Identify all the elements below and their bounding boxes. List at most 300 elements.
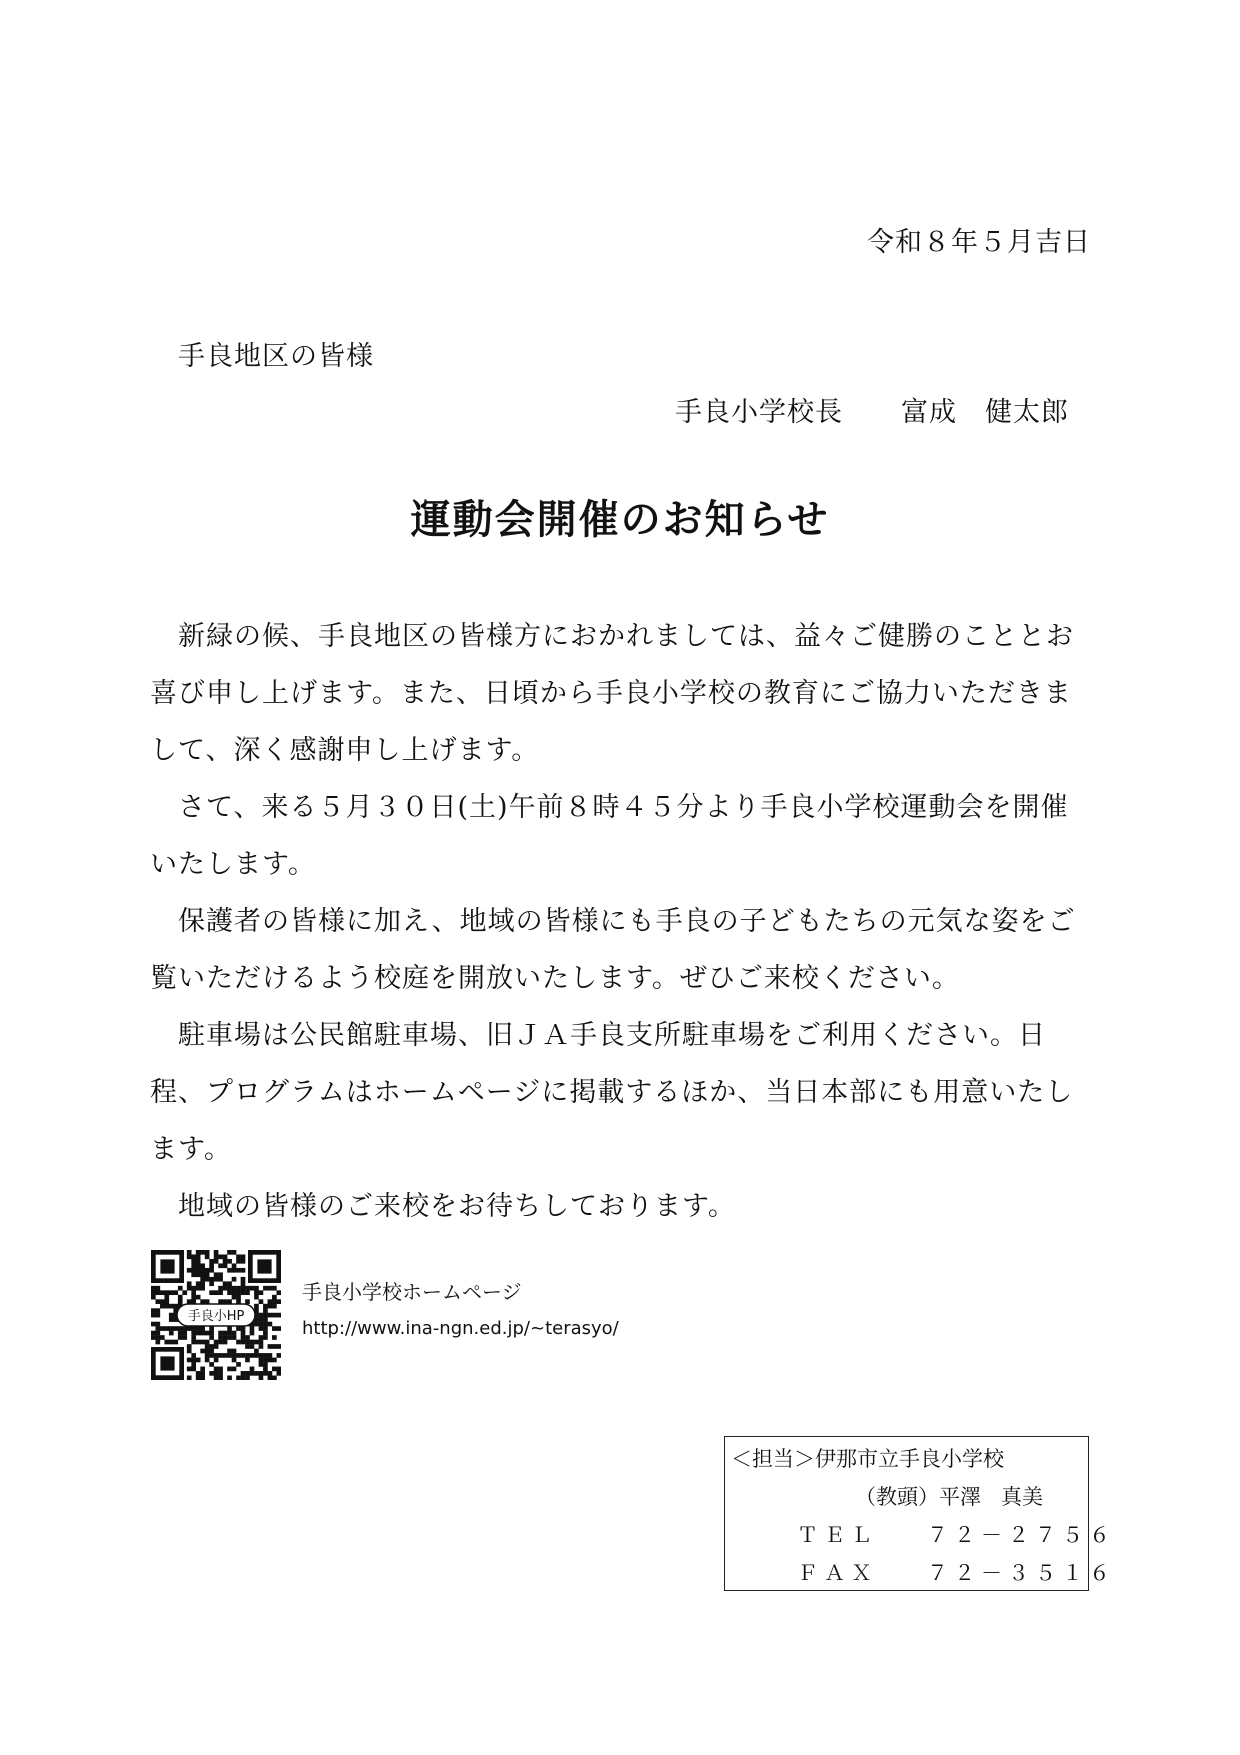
- qr-module: [259, 1353, 264, 1358]
- qr-module: [209, 1281, 214, 1286]
- qr-module: [259, 1358, 264, 1363]
- qr-module: [187, 1344, 192, 1349]
- qr-module: [245, 1299, 250, 1304]
- qr-module: [272, 1344, 277, 1349]
- qr-module: [241, 1353, 246, 1358]
- sender-title: 手良小学校長: [675, 397, 843, 428]
- qr-module: [205, 1250, 210, 1255]
- qr-module: [254, 1353, 259, 1358]
- qr-module: [155, 1340, 160, 1345]
- qr-module: [245, 1376, 250, 1380]
- qr-module: [223, 1353, 228, 1358]
- qr-module: [155, 1308, 160, 1313]
- qr-module: [191, 1272, 196, 1277]
- qr-module: [178, 1295, 183, 1300]
- sender-family-name: 富成: [901, 397, 957, 428]
- qr-module: [227, 1268, 232, 1273]
- qr-module: [200, 1326, 205, 1331]
- qr-module: [232, 1277, 237, 1282]
- qr-module: [182, 1290, 187, 1295]
- qr-module: [227, 1286, 232, 1291]
- qr-module: [209, 1268, 214, 1273]
- qr-module: [155, 1286, 160, 1291]
- tel-label: ＴＥＬ: [797, 1523, 878, 1547]
- qr-module: [164, 1290, 169, 1295]
- qr-module: [250, 1353, 255, 1358]
- qr-module: [164, 1304, 169, 1309]
- qr-module: [191, 1362, 196, 1367]
- body-paragraph: 保護者の皆様に加え、地域の皆様にも手良の子どもたちの元気な姿をご覧いただけるよう校庭を開放いたします。ぜひご来校ください。: [150, 906, 1076, 994]
- qr-module: [164, 1326, 169, 1331]
- qr-module: [263, 1308, 268, 1313]
- qr-module: [209, 1349, 214, 1354]
- qr-module: [209, 1362, 214, 1367]
- qr-module: [169, 1290, 174, 1295]
- qr-module: [196, 1263, 201, 1268]
- qr-module: [232, 1367, 237, 1372]
- qr-module: [218, 1277, 223, 1282]
- qr-module: [227, 1281, 232, 1286]
- qr-module: [214, 1371, 219, 1376]
- qr-module: [187, 1367, 192, 1372]
- qr-module: [151, 1286, 156, 1291]
- qr-module: [245, 1358, 250, 1363]
- qr-module: [205, 1358, 210, 1363]
- homepage-label: 手良小学校ホームページ: [302, 1280, 522, 1304]
- qr-module: [173, 1326, 178, 1331]
- qr-module: [227, 1349, 232, 1354]
- qr-module: [178, 1335, 183, 1340]
- fax-label: ＦＡＸ: [797, 1561, 878, 1585]
- qr-module: [268, 1376, 273, 1380]
- qr-module: [268, 1353, 273, 1358]
- qr-module: [241, 1268, 246, 1273]
- qr-module: [196, 1254, 201, 1259]
- body-paragraph: 地域の皆様のご来校をお待ちしております。: [178, 1191, 736, 1222]
- qr-module: [191, 1326, 196, 1331]
- qr-module: [268, 1371, 273, 1376]
- qr-module: [196, 1259, 201, 1264]
- qr-module: [250, 1331, 255, 1336]
- homepage-url[interactable]: http://www.ina-ngn.ed.jp/~terasyo/: [302, 1318, 619, 1339]
- qr-module: [245, 1353, 250, 1358]
- qr-module: [272, 1295, 277, 1300]
- qr-module: [169, 1304, 174, 1309]
- qr-module: [272, 1299, 277, 1304]
- qr-module: [200, 1367, 205, 1372]
- body-paragraph: 新緑の候、手良地区の皆様方におかれましては、益々ご健勝のこととお喜び申し上げます。また、日頃から手良小学校の教育にご協力いただきまして、深く感謝申し上げます。: [150, 621, 1074, 766]
- qr-module: [187, 1326, 192, 1331]
- qr-module: [191, 1331, 196, 1336]
- qr-module: [232, 1263, 237, 1268]
- qr-module: [263, 1367, 268, 1372]
- qr-module: [272, 1286, 277, 1291]
- qr-module: [263, 1371, 268, 1376]
- qr-module: [155, 1299, 160, 1304]
- contact-tel: [797, 1519, 1116, 1549]
- qr-module: [209, 1263, 214, 1268]
- body-text: [150, 608, 1090, 1235]
- qr-module: [259, 1362, 264, 1367]
- qr-module: [169, 1317, 174, 1322]
- qr-module: [263, 1335, 268, 1340]
- qr-module: [236, 1268, 241, 1273]
- sender: [675, 390, 1069, 429]
- qr-module: [241, 1277, 246, 1282]
- qr-module: [200, 1349, 205, 1354]
- qr-module: [277, 1367, 281, 1372]
- qr-module: [205, 1268, 210, 1273]
- qr-module: [254, 1304, 259, 1309]
- qr-module: [259, 1313, 264, 1318]
- body-paragraph: 駐車場は公民館駐車場、旧ＪＡ手良支所駐車場をご利用ください。日程、プログラムはホームページに掲載するほか、当日本部にも用意いたします。: [150, 1020, 1074, 1165]
- qr-module: [214, 1344, 219, 1349]
- qr-module: [182, 1331, 187, 1336]
- qr-module: [205, 1331, 210, 1336]
- qr-module: [164, 1295, 169, 1300]
- qr-module: [173, 1290, 178, 1295]
- qr-module: [272, 1313, 277, 1318]
- qr-module: [227, 1335, 232, 1340]
- fax-number: ７２－３５１６: [927, 1561, 1116, 1585]
- qr-module: [263, 1322, 268, 1327]
- qr-module: [155, 1290, 160, 1295]
- qr-module: [214, 1376, 219, 1380]
- qr-module: [209, 1335, 214, 1340]
- qr-module: [182, 1335, 187, 1340]
- qr-module: [160, 1304, 165, 1309]
- qr-module: [209, 1331, 214, 1336]
- qr-module: [205, 1272, 210, 1277]
- qr-module: [191, 1254, 196, 1259]
- qr-module: [209, 1290, 214, 1295]
- qr-module: [268, 1299, 273, 1304]
- qr-module: [200, 1250, 205, 1255]
- qr-module: [214, 1290, 219, 1295]
- qr-module: [263, 1326, 268, 1331]
- qr-module: [236, 1326, 241, 1331]
- qr-module: [200, 1331, 205, 1336]
- qr-module: [200, 1277, 205, 1282]
- qr-module: [277, 1313, 281, 1318]
- qr-module: [268, 1344, 273, 1349]
- qr-module: [241, 1371, 246, 1376]
- qr-module: [205, 1349, 210, 1354]
- qr-module: [236, 1254, 241, 1259]
- qr-module: [268, 1286, 273, 1291]
- qr-module: [160, 1290, 165, 1295]
- qr-module: [272, 1376, 277, 1380]
- qr-module: [191, 1259, 196, 1264]
- qr-module: [178, 1286, 183, 1291]
- qr-module: [191, 1340, 196, 1345]
- qr-module: [187, 1281, 192, 1286]
- qr-module: [223, 1286, 228, 1291]
- qr-module: [191, 1353, 196, 1358]
- qr-module: [200, 1268, 205, 1273]
- qr-module: [196, 1268, 201, 1273]
- qr-module: [187, 1376, 192, 1380]
- qr-module: [151, 1308, 156, 1313]
- qr-module: [227, 1353, 232, 1358]
- qr-module: [236, 1362, 241, 1367]
- qr-module: [151, 1295, 156, 1300]
- qr-module: [241, 1376, 246, 1380]
- qr-module: [182, 1326, 187, 1331]
- qr-module: [236, 1259, 241, 1264]
- qr-module: [245, 1344, 250, 1349]
- qr-module: [200, 1286, 205, 1291]
- qr-module: [254, 1290, 259, 1295]
- qr-module: [196, 1340, 201, 1345]
- qr-module: [223, 1331, 228, 1336]
- qr-module: [245, 1335, 250, 1340]
- contact-school: ＜担当＞伊那市立手良小学校: [731, 1447, 1004, 1471]
- qr-module: [223, 1335, 228, 1340]
- qr-module: [196, 1286, 201, 1291]
- qr-module: [277, 1290, 281, 1295]
- qr-module: [187, 1286, 192, 1291]
- qr-module: [151, 1335, 156, 1340]
- qr-module: [196, 1272, 201, 1277]
- qr-module: [209, 1353, 214, 1358]
- qr-module: [196, 1371, 201, 1376]
- qr-module: [254, 1371, 259, 1376]
- qr-module: [196, 1376, 201, 1380]
- qr-module: [268, 1358, 273, 1363]
- qr-module: [155, 1326, 160, 1331]
- qr-module: [218, 1272, 223, 1277]
- qr-module: [209, 1371, 214, 1376]
- qr-module: [209, 1277, 214, 1282]
- qr-module: [272, 1304, 277, 1309]
- qr-module: [218, 1340, 223, 1345]
- qr-module: [227, 1367, 232, 1372]
- qr-module: [218, 1376, 223, 1380]
- qr-module: [218, 1353, 223, 1358]
- qr-module: [241, 1335, 246, 1340]
- qr-module: [272, 1358, 277, 1363]
- contact-role: （教頭）平澤: [855, 1485, 981, 1509]
- qr-module: [155, 1322, 160, 1327]
- qr-module: [263, 1331, 268, 1336]
- addressee: 手良地区の皆様: [178, 341, 374, 372]
- qr-module: [160, 1335, 165, 1340]
- qr-module: [160, 1326, 165, 1331]
- qr-module: [218, 1335, 223, 1340]
- qr-module: [254, 1295, 259, 1300]
- qr-module: [160, 1299, 165, 1304]
- body-paragraph: さて、来る５月３０日(土)午前８時４５分より手良小学校運動会を開催いたします。: [150, 792, 1069, 880]
- qr-module: [196, 1281, 201, 1286]
- qr-module: [205, 1344, 210, 1349]
- qr-module: [200, 1281, 205, 1286]
- qr-module: [232, 1349, 237, 1354]
- qr-module: [277, 1326, 281, 1331]
- qr-code: [151, 1250, 281, 1380]
- qr-module: [227, 1250, 232, 1255]
- qr-module: [236, 1340, 241, 1345]
- qr-module: [205, 1254, 210, 1259]
- qr-module: [169, 1340, 174, 1345]
- qr-module: [209, 1344, 214, 1349]
- qr-module: [272, 1326, 277, 1331]
- qr-module: [277, 1371, 281, 1376]
- qr-module: [187, 1358, 192, 1363]
- qr-module: [236, 1353, 241, 1358]
- qr-module: [151, 1322, 156, 1327]
- qr-module: [227, 1290, 232, 1295]
- qr-module: [196, 1358, 201, 1363]
- qr-module: [259, 1299, 264, 1304]
- qr-module: [196, 1331, 201, 1336]
- qr-module: [241, 1254, 246, 1259]
- qr-module: [254, 1340, 259, 1345]
- qr-module: [227, 1259, 232, 1264]
- qr-module: [241, 1290, 246, 1295]
- qr-module: [263, 1353, 268, 1358]
- qr-module: [263, 1313, 268, 1318]
- qr-module: [254, 1286, 259, 1291]
- sender-given-name: 健太郎: [985, 397, 1069, 428]
- qr-module: [272, 1335, 277, 1340]
- qr-module: [191, 1290, 196, 1295]
- qr-module: [227, 1326, 232, 1331]
- qr-module: [232, 1268, 237, 1273]
- qr-module: [232, 1286, 237, 1291]
- qr-module: [259, 1344, 264, 1349]
- qr-module: [191, 1358, 196, 1363]
- qr-module: [223, 1254, 228, 1259]
- qr-module: [263, 1358, 268, 1363]
- qr-module: [250, 1340, 255, 1345]
- qr-module: [196, 1250, 201, 1255]
- qr-module: [245, 1340, 250, 1345]
- qr-module: [263, 1304, 268, 1309]
- qr-module: [214, 1250, 219, 1255]
- qr-module: [232, 1295, 237, 1300]
- qr-module: [200, 1376, 205, 1380]
- qr-module: [268, 1304, 273, 1309]
- qr-module: [259, 1335, 264, 1340]
- qr-module: [250, 1367, 255, 1372]
- qr-module: [200, 1340, 205, 1345]
- qr-module: [241, 1281, 246, 1286]
- qr-module: [218, 1263, 223, 1268]
- qr-module: [209, 1259, 214, 1264]
- qr-module: [241, 1331, 246, 1336]
- qr-module: [259, 1317, 264, 1322]
- qr-module: [223, 1259, 228, 1264]
- qr-module: [151, 1290, 156, 1295]
- qr-module: [232, 1353, 237, 1358]
- qr-module: [214, 1340, 219, 1345]
- qr-module: [214, 1277, 219, 1282]
- qr-module: [214, 1367, 219, 1372]
- qr-module: [236, 1376, 241, 1380]
- qr-module: [223, 1281, 228, 1286]
- qr-module: [245, 1290, 250, 1295]
- qr-module: [178, 1331, 183, 1336]
- qr-module: [232, 1250, 237, 1255]
- qr-module: [268, 1322, 273, 1327]
- qr-module: [205, 1277, 210, 1282]
- qr-module: [214, 1358, 219, 1363]
- qr-module: [259, 1326, 264, 1331]
- qr-module: [209, 1326, 214, 1331]
- qr-module: [178, 1326, 183, 1331]
- qr-module: [200, 1371, 205, 1376]
- qr-module: [164, 1299, 169, 1304]
- qr-module: [250, 1344, 255, 1349]
- qr-module: [218, 1367, 223, 1372]
- qr-module: [178, 1299, 183, 1304]
- qr-module: [232, 1335, 237, 1340]
- qr-module: [268, 1313, 273, 1318]
- document-title: 運動会開催のお知らせ: [410, 496, 830, 543]
- qr-module: [155, 1335, 160, 1340]
- qr-module: [277, 1353, 281, 1358]
- qr-module: [218, 1371, 223, 1376]
- qr-module: [232, 1290, 237, 1295]
- qr-module: [218, 1286, 223, 1291]
- qr-center-label: 手良小HP: [187, 1309, 245, 1324]
- qr-module: [232, 1358, 237, 1363]
- qr-module: [187, 1250, 192, 1255]
- qr-module: [227, 1376, 232, 1380]
- qr-module: [241, 1286, 246, 1291]
- qr-module: [259, 1322, 264, 1327]
- qr-module: [214, 1272, 219, 1277]
- qr-module: [191, 1295, 196, 1300]
- qr-module: [214, 1353, 219, 1358]
- document-date: 令和８年５月吉日: [867, 227, 1091, 258]
- qr-module: [214, 1254, 219, 1259]
- qr-module: [277, 1344, 281, 1349]
- qr-module: [259, 1340, 264, 1345]
- qr-module: [254, 1322, 259, 1327]
- qr-module: [250, 1326, 255, 1331]
- qr-module: [241, 1259, 246, 1264]
- qr-module: [214, 1259, 219, 1264]
- qr-module: [250, 1286, 255, 1291]
- qr-module: [277, 1299, 281, 1304]
- qr-module: [164, 1340, 169, 1345]
- qr-module: [191, 1263, 196, 1268]
- qr-module: [259, 1376, 264, 1380]
- qr-module: [236, 1286, 241, 1291]
- qr-module: [205, 1353, 210, 1358]
- qr-module: [236, 1290, 241, 1295]
- qr-module: [200, 1263, 205, 1268]
- qr-module: [241, 1326, 246, 1331]
- qr-module: [223, 1263, 228, 1268]
- qr-module: [205, 1340, 210, 1345]
- qr-module: [236, 1295, 241, 1300]
- qr-module: [263, 1317, 268, 1322]
- qr-module: [218, 1254, 223, 1259]
- qr-module: [241, 1340, 246, 1345]
- qr-module: [223, 1340, 228, 1345]
- contact-box: [724, 1436, 1116, 1591]
- tel-number: ７２－２７５６: [927, 1523, 1116, 1547]
- qr-module: [200, 1272, 205, 1277]
- contact-person: [855, 1481, 1043, 1511]
- qr-module: [259, 1290, 264, 1295]
- qr-module: [187, 1268, 192, 1273]
- qr-module: [155, 1331, 160, 1336]
- qr-module: [191, 1268, 196, 1273]
